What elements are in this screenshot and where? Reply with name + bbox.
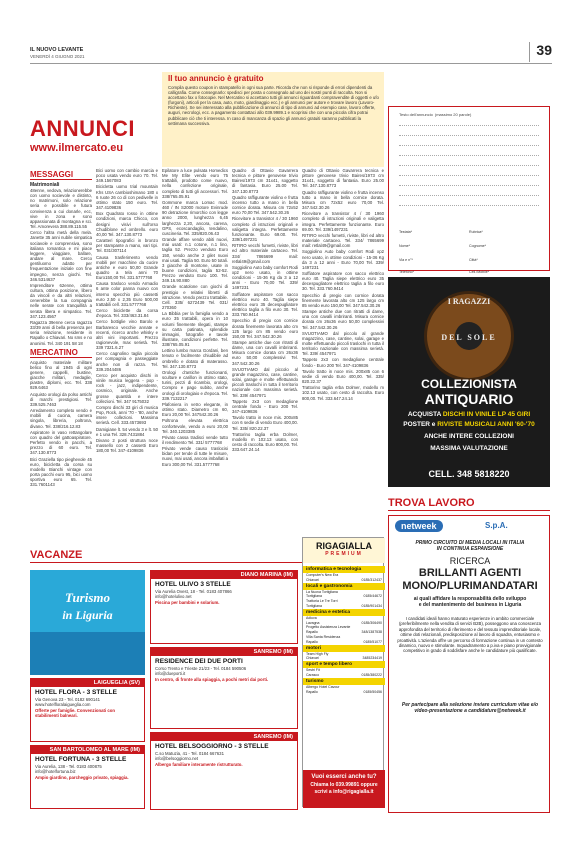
list-item: SVUOTIAMO dal piccolo al grande magazzino, case, cantine, solai, garage e molte effettuando piccoli traslochi in tutta il territorio nazionale con massima serietà. Tel. 339/ 4547971 — [302, 330, 384, 357]
directory-row-name: Team High Fly — [306, 651, 329, 656]
directory-row-phone: 348/1387538 — [361, 630, 382, 635]
directory-row-name: Trattoria Le Tre Torri — [306, 599, 338, 604]
hotel-ad[interactable] — [30, 745, 145, 809]
directory-row-name: Tortigliana — [306, 594, 322, 599]
rigagialla-directory — [302, 537, 384, 807]
list-item: Cerco per acquisto dischi in vinile musica leggera - pop - rock - jazz, indipendente, cosmico, originale. Anche grosse quantità e intere collezioni. Tel. 347 9175032 — [96, 372, 158, 404]
directory-row-name: Carasco — [306, 672, 320, 677]
list-item: Tavolo tratto in noce mis. 200x85 con 6 sedie di vendo Euro 400,00. Tel. 335/ 820.22.37 — [232, 415, 298, 431]
trova-divider — [388, 510, 550, 511]
list-item: RITIRO vecchi fumetti, riviste, libri ed altro materiale cartaceo. Tel. 334/ 7865699 mail: retlal49@gmail.com — [232, 243, 298, 264]
directory-row-name: Sestri Fit — [306, 668, 320, 673]
page-number: 39 — [536, 42, 552, 58]
list-item: Acquisto orologi da polso antichi di marchi prestigiosi. Tel. 339.525.7463 — [30, 391, 92, 407]
ad-line-2 — [388, 421, 550, 428]
netweek-logo: netweek — [395, 520, 443, 532]
list-item: Cerco bottiglie vino Barolo e Barbaresco vecchie annate e recenti, ricerco anche whisky e altri vini importanti. Prezzo ragionevole, max serietà. Tel. 339 7321.6.27 — [96, 319, 158, 351]
vacanze-title: VACANZE — [30, 549, 83, 561]
text-line[interactable] — [399, 125, 539, 126]
list-item: Caratteri tipografici in bronzo per stampante a mano, vari tipi. Tel. 031/307114 — [96, 238, 158, 254]
directory-row-phone: 0185/306490 — [361, 620, 382, 625]
label-rubrica: Rubrica* — [469, 230, 483, 234]
directory-row-name: Rapallo — [306, 639, 318, 644]
hotel-region: SANREMO (IM) — [151, 648, 297, 656]
list-item: 48enne, vedova, relazionerebbe con uomo socievole e distinto, no matrimoni, solo relazione seria e possibile e futura convivenza a cui donarle, ecc, vive in zona e sono appassionata di montagna e sci. Tel. Amorevera 388.89.115.55 — [30, 188, 92, 230]
label-testata: Testata* — [399, 230, 412, 234]
hotel-details: C.so Matuzia, 41 - Tel. 0184 667631 info@belsoggiorno.net — [155, 751, 224, 761]
text-line[interactable] — [399, 145, 539, 146]
tourism-line1: Turismo — [64, 590, 111, 605]
directory-section-heading: turismo — [303, 678, 385, 685]
list-item: Aspiratore in vaso rettangolare con quadro del gattoaspiratore. Perfetto vendo in pacchi, a prezzo di 60 euro. Tel. 347.130.8773 — [30, 429, 92, 456]
hotel-details: Via Aurelia Ovest, 18 - Tel. 0183 407866 info@hotelulivo.net — [155, 589, 232, 599]
list-item: Cerco biciclette da corsa d'epoca. Tel. 333/463.31.84 — [96, 308, 158, 319]
list-item: Tavolo tratto in noce mis. 200x85 con 6 sedie di vendo Euro 400,00. Tel. 335/ 820.22.37 — [302, 368, 384, 385]
column-mercatino-5 — [302, 168, 384, 533]
hotel-details: Via Aurelia, 138 - Tel. 0183 400875 info@hotelfortuna.biz — [35, 764, 102, 774]
coupon-title-text: Testo dell'annuncio — [399, 112, 433, 117]
hotel-name: HOTEL ULIVO 3 STELLE — [155, 581, 231, 588]
collezionista-ad[interactable] — [388, 277, 550, 487]
directory-sections — [303, 566, 385, 694]
list-item: SVUOTIAMO dal piccolo al grande magazzino, case, cantine, solai, garage e molte effettuando piccoli traslochi in tutta il territorio nazionale con massima serietà. Tel. 339/ 4547971 — [232, 366, 298, 398]
list-item: Orologi d'antiche funzionanti, sculture e carillon in ottimo stato, turini, pezzi di ricambio, orologi, Compro e pago subito, anche orologi di orologiaio e d'epoca. Tel. 339.7132217 — [162, 369, 228, 401]
column-messaggi — [30, 168, 92, 548]
footer-line1: Vuoi esserci anche tu? — [311, 774, 377, 780]
list-item: Tappeto 2x3 con medaglione centrale fondo - Euro 200 Tel. 347-4109836 — [232, 398, 298, 415]
netweek-ricerca: RICERCA — [449, 556, 491, 566]
ad-line-1 — [388, 411, 550, 418]
list-item: Imprenditore 62enne, ottima cultura, ottima posizione, libero da vincoli e da altri relazioni, cenerebbe la tua compagnia nelle serate con tranquillità a serata libera e simpatico. Tel. 347.123.4567 — [30, 282, 92, 319]
directory-row-name: La Nuova Tortigliana — [306, 589, 338, 594]
category-heading: MERCATINO — [30, 348, 92, 358]
hotel-details: Via Genova 23 - Tel. 0182 690141 www.hotelfloralaigueglia.com — [35, 697, 101, 707]
list-item: Bicicletta uomo trial mountain Khs USA cambioshimano 180 x 6 ruote 26 co di con pedivelle in ottimo stato 150 euro. Tel. 347.4109836 — [96, 184, 158, 211]
directory-row-phone: 0185/901434 — [361, 603, 382, 608]
label-cell: Cell./Mobile* — [469, 270, 490, 274]
text-line[interactable] — [399, 195, 539, 196]
list-item: Quadro di Ottavio Gavarrera tecnica e pittore genovese trivio Baires/1973 cm 31x41, soggetto di fantasia. Euro 25.00 Tel. 347.130.8773 — [302, 168, 384, 189]
list-item: Specchio di pregio con cornice dorata finemente lavorata alto cm 125 largo cm 85 vendo euro 150,00 Tel. 347.542.30.26 — [232, 318, 298, 339]
footer-line3: scrivi a info@rigagialla.it — [314, 789, 374, 795]
directory-section-heading: informatica e tecnologia — [303, 566, 385, 573]
label-citta: Città* — [469, 258, 478, 262]
ad-headline-1: COLLEZIONISTA — [421, 377, 517, 391]
list-item: Ragazza 39enne cerca ragazza 33/39 anni di bella presenza per seria relazione, residente in Rapallo o Chiavari. No sms e no anonimi. Tel. 340 191 58 18 — [30, 319, 92, 346]
directory-row-phone: 0185/312437 — [361, 577, 382, 582]
list-item: Privato vende causo traslocisi bidan per tende di tutte le misure, nuovi, mai usati, ancora imballati a Euro 300,00 Tel. 331.5777768 — [162, 446, 228, 467]
ad-coupon — [388, 106, 550, 274]
list-item: Soggiolino Auto baby comfort Rodi xp2 nero usato, in ottime condizioni - 15-36 Kg da 3 a 12 anni - Euro 70,00 Tel. 339/ 1497231 — [302, 249, 384, 270]
list-item: Privato cassa tradisci vende tutto il rendimento Tel. 331/ 5777768 — [162, 434, 228, 445]
text-line[interactable] — [399, 185, 539, 186]
ad-line-3: ANCHE INTERE COLLEZIONI — [424, 433, 514, 440]
directory-row-name: Progetto Assistenza Levante — [306, 625, 351, 630]
label-via: Via e n°* — [399, 258, 413, 262]
hotel-ad[interactable] — [150, 570, 298, 644]
ad-line-4: MASSIMA VALUTAZIONE — [430, 445, 508, 452]
directory-row-name: Albergo Hotel Cavour — [306, 684, 340, 689]
rigagialla-logo-text: RIGAGIALLA — [316, 541, 372, 551]
list-item: Cerco cagnolino taglia piccola per compagnia e passeggiate anche non di razza. Tel. 339.2044486 — [96, 351, 158, 372]
hotel-name: HOTEL FORTUNA - 3 STELLE — [35, 756, 127, 763]
hotel-name: RESIDENCE DEI DUE PORTI — [155, 658, 243, 665]
section-title: ANNUNCI — [30, 116, 135, 141]
subcategory-heading: Matrimoniali — [30, 182, 60, 188]
netweek-body: I candidati ideali hanno maturato esperienze in ambito commerciale (preferibilmente nella vendita di servizi B2B), posseggono una conoscenza approfondita del territorio di riferimento e del tessuto imprenditoriale locale, ottime doti relazionali, predisposizione al lavoro di squadra, entusiasmo e proattività. L'azienda offre un percorso di formazione continua in un contesto dinamico, nuovo e stimolante. Inquadramento a p.iva e piano provvigionale competitivo in grado di soddisfare anche le candidature più qualificate. — [397, 616, 543, 654]
publication-date: VENERDÌ 4 GIUGNO 2021 — [30, 54, 85, 59]
rigagialla-logo-sub: PREMIUM — [325, 551, 363, 557]
hotel-details: Corso Trento e Trieste 21/23 - Tel. 0184 590506 info@dueporti.it — [155, 666, 247, 676]
category-heading: MESSAGGI — [30, 170, 92, 180]
list-item: Trattorino taglia erba Dolmer, modello m 102.13 usato, con cesto di raccolta. Euro 800,00. Tel. 333.647.24.14 — [302, 385, 384, 401]
list-item: Quadro raffigurante violino e frutta incenso tutto a mano in bella cornice dorata. Misura cm 72x52 euro 70,00 Tel. 347.542.30.26 — [232, 194, 298, 216]
label-telefono: Telefono* — [399, 270, 414, 274]
publication-name: IL NUOVO LEVANTE — [30, 47, 84, 53]
directory-row-name: Chiavari — [306, 656, 319, 661]
text-line[interactable] — [399, 155, 539, 156]
hotel-region: SAN BARTOLOMEO AL MARE (IM) — [31, 746, 144, 754]
text-line[interactable] — [399, 165, 539, 166]
directory-row-phone: 0185/44672 — [363, 594, 382, 599]
list-item: Soffiatore aspiratore con sacco elettrico euro 40. Taglia siepe elettrico euro 35 decespugliatore elettrico taglia a filo euro 30. Tel. 333.760.9414 — [232, 291, 298, 318]
list-item: Bici uomo con cambio marcia e poco usata vendo euro 70. Tel. 349.1567083 — [96, 168, 158, 184]
label-cognome: Cognome* — [469, 244, 486, 248]
list-item: Compro dischi 33 giri di musica Pop, Rock, anni '70 - '80, anche intere collezioni. Massima serietà. Cell. 333.4573693 — [96, 404, 158, 426]
directory-row-phone: 3485234419 — [362, 656, 382, 661]
coupon-hint: (massimo 20 parole) — [434, 112, 472, 117]
list-item: Grande scatolone con giochi di prestigio e relativi libretti di istruzione. Vendo prezzo trattabile. Cell. 335/ 6272439 Tel. 031/ 270360 — [162, 284, 228, 311]
coupon-title — [399, 111, 471, 118]
hotel-ad[interactable] — [150, 732, 298, 810]
directory-section-heading: motori — [303, 645, 385, 652]
hotel-rate: Ampio giardino, parcheggio privato, spiaggia. — [35, 775, 129, 780]
directory-row-name: Chiavari — [306, 577, 319, 582]
text-line[interactable] — [399, 205, 539, 206]
directory-row-name: Lavagna — [306, 620, 320, 625]
directory-row-phone: 0185/51077 — [363, 639, 382, 644]
ad-line-2b: RIVISTE MUSICALI ANNI '60-'70 — [437, 421, 535, 428]
hotel-region: SANREMO (IM) — [151, 733, 297, 741]
band-name-bottom: DEL SOLE — [441, 333, 497, 342]
list-item: Arredamento completo vendo e mobili di cucina, camera singola, libreria, poltrona, divano. Tel. 338/216.12.83 — [30, 408, 92, 429]
trova-lavoro-title: TROVA LAVORO — [388, 497, 475, 509]
text-line[interactable] — [399, 175, 539, 176]
directory-row[interactable] — [303, 690, 385, 695]
directory-row-phone: 0185/50456 — [363, 689, 382, 694]
list-item: Causa trasloco vendo Armadio 6 ante color panna nuovo con interno specchio più cassetti euro 2,50 x 2,35 Euro 500,00 trattabili cell. 331.5777768 — [96, 281, 158, 307]
ad-line-1b: DISCHI IN VINILE LP 45 GIRI — [442, 411, 531, 418]
list-item: Box Quadrato rosso in ottime condizioni, marca Chicco, con designi visivi sull'orso Chudiblone ed ombrello. euro 40,00 Tel. 347.130.8773 — [96, 211, 158, 237]
header-divider — [529, 42, 530, 62]
list-item: Soggiolino Auto baby comfort Rodi xp2 nero usato, in ottime condizioni - 15-36 Kg da 3 a 12 anni - Euro 70,00 Tel. 339/ 1497231 — [232, 264, 298, 291]
band-name-top: I RAGAZZI — [447, 297, 491, 306]
rigagialla-footer[interactable] — [303, 770, 385, 808]
list-item: Ricevitore a transistor 4 / 30 1960 completo di istruzioni originali e valigetta integra. Perfettamente funzionante. Euro 69.00. Tel. 339/1497231 — [302, 211, 384, 232]
netweek-tagline: PRIMO CIRCUITO DI MEDIA LOCALI IN ITALIA IN CONTINUA ESPANSIONE — [415, 540, 525, 552]
notice-title: Il tuo annuncio è gratuito — [168, 74, 264, 83]
site-link[interactable]: www.ilmercato.eu — [30, 142, 124, 154]
directory-row-name: Computer's New Era — [306, 573, 339, 577]
hotel-name: HOTEL FLORA - 3 STELLE — [35, 689, 117, 696]
tourism-line2: in Liguria — [62, 608, 113, 622]
list-item: RITIRO vecchi fumetti, riviste, libri ed altro materiale cartaceo. Tel. 334/ 7865699 mail: retlal49@gmail.com — [302, 232, 384, 249]
directory-section-heading: locali e gastronomia — [303, 583, 385, 590]
list-item: Bici Graziella tipo pieghevole 45 euro, bicicletta da corsa su modello Bianchi vintage con porta pacchi euro 95, bici uomo sportiva euro 65. Tel. 331.7601143 — [30, 456, 92, 488]
directory-row-name: Rapallo — [306, 630, 318, 635]
sea-image — [30, 632, 145, 675]
list-item: Plafoniera in vetro elegante, in ottimo stato. Diametro cm 60, Euro 20,00 Tel. 347542.30.26 — [162, 401, 228, 418]
list-item: Ricevitore a transistor 4 / 30 1960 completo di istruzioni originali e valigetta integra. Perfettamente funzionante. Euro 69.00. Tel. 339/1497231 — [232, 216, 298, 243]
hotel-region: LAIGUEGLIA (SV) — [31, 679, 144, 687]
ad-line-1a: ACQUISTA — [407, 411, 443, 418]
directory-section-heading: medicina e estetica — [303, 609, 385, 616]
list-item: Quadro raffigurante violino e frutta incenso tutto a mano in bella cornice dorata. Misura cm 72x52 euro 70,00 Tel. 347.542.30.26 — [302, 189, 384, 211]
directory-row-name: Rapallo — [306, 689, 318, 694]
netweek-cta: Per partecipare alla selezione inviare curriculum vitae e/o video-presentazione a candidature@netweek.it — [401, 702, 539, 714]
netweek-subhead: ai quali affidare la responsabilità dello sviluppo e del mantenimento del business in Liguria — [413, 596, 527, 608]
hotel-ad[interactable] — [30, 678, 145, 742]
tourism-banner — [30, 570, 145, 675]
hotel-region: DIANO MARINA (IM) — [151, 571, 297, 579]
directory-row-name: Tortigliana — [306, 603, 322, 608]
list-item: La Bibbia per la famiglia vendo a euro 35 trattabili, opera in 10 volumi finemente rilegati, stampe su carta patinata, splendide immagini, fotografie e tavole illustrate, condizioni perfette. Tel. 338/765.05.91 — [162, 311, 228, 348]
directory-row-name: Adiuva — [306, 615, 317, 620]
ad-headline-2: ANTIQUARIO — [424, 391, 514, 407]
notice-body: Compila questo coupon in stampatello in ogni sua parte. Ricorda che non si risponde di errori dipendenti da calligrafia. Come consegnarlo: spedisci per posta o consegnalo ad uno dei nostri punti di raccolta. Non si accettano fax o fotocopie. Nel Mercatino si accettano tutti gli annunci riguardanti compravendite di oggetti e ufo (furgoni), articoli per la casa, auto, moto, giardinaggio ecc.) e gli annunci per autore e trovare lavoro (Lavoro-Richieste). Se sei interessato alla pubblicazione di annunci di tipo di annunci ad esempio case, lavoro offerte, auguri, necrologi, ecc. a pagamento contattaci allo 039.9989.1 e scoprirai che con una piccola cifra potrai pubblicare ciò che ti interessa. In caso di mancanza di spazio gli annunci gratuiti saranno pubblicati la settimana successiva. — [168, 85, 379, 126]
text-line[interactable] — [399, 135, 539, 136]
rigagialla-logo — [303, 538, 385, 563]
list-item: Damigiane lt. 54 vendo 3 e lt. 50 e 1 una Tel. 328.7431884 — [96, 426, 158, 437]
hotel-name: HOTEL BELSOGGIORNO - 3 STELLE — [155, 743, 269, 750]
list-item: Specchio di pregio con cornice dorata finemente lavorata alto cm 125 largo cm 85 vendo euro 150,00 Tel. 347.542.30.26 — [302, 292, 384, 308]
ad-line-2a: POSTER e — [403, 421, 438, 428]
list-item: Grande affare vendo abiti nuovi, mai usati: n.1 cotone, n.1 lino, taglia 52. Prezzo venduto Euro 150, vendo anche 2 gilet nuovi mai usati. Taglia 50. Euro 50 totali. 3 giacche di montone, usate in buone condizioni, taglia 52-52. Prezzo venduto Euro 100. Tel. 349.16.90.880 — [162, 237, 228, 284]
label-nome: Nome* — [399, 244, 410, 248]
list-item: Lettino lumbo marca Gordani, ben tenuto e facilmente chiudibile ad ombrello e dotato di materasso. Tel. 347.130.8773 — [162, 348, 228, 369]
list-item: Trattorino taglia erba Dolmer, modello m 102.13 usato, con cesto di raccolta. Euro 800,00. Tel. 333.647.24.14 — [232, 431, 298, 453]
list-item: Stampe antiche due con ritratti di dame, una con cavalli imbriranti. Misura cornice dorata cm 26x36 euro 50,00 complessivi Tel. 347.542.30.26 — [302, 309, 384, 330]
column-mercatino-2 — [96, 168, 158, 548]
list-item: Epilatore a luce pulsata Homedics Me My Elite vendo euro 75 trattabili, prodotto come nuovo, nella confezione originale, completo di tutti gli accessori. Tel. 338/765.05.91 — [162, 168, 228, 199]
hotel-rate: Piscina per bambini e solarium. — [155, 600, 220, 605]
footer-line2: Chiama lo 039.99891 oppure — [310, 782, 378, 788]
list-item: Cerco l'altra metà della mela. Janette 35 anni nubile simpatica sociavole e comprensiva, sono italiana romantica e mi piace leggere, viaggiare, ballare, andare al mare. Cerco gentiluomo adatto per frequentazione iniziale con fine impegno, senza giochi. Tel. 346.5314637 — [30, 230, 92, 282]
ad-cell: CELL. 348 5818220 — [428, 469, 510, 479]
column-mercatino-3 — [162, 168, 228, 538]
netweek-ad[interactable] — [388, 515, 550, 813]
list-item: Tappeto 2x3 con medaglione centrale fondo - Euro 200 Tel. 347-4109836 — [302, 357, 384, 368]
list-item: Soffiatore aspiratore con sacco elettrico euro 40. Taglia siepe elettrico euro 35 decespugliatore elettrico taglia a filo euro 30. Tel. 333.760.9414 — [302, 270, 384, 292]
directory-section-heading: sport e tempo libero — [303, 661, 385, 668]
hotel-rate: Albergo familiare interamente ristrutturato. — [155, 762, 243, 767]
free-ad-notice — [162, 72, 384, 167]
page-header — [30, 40, 552, 64]
netweek-headline: BRILLANTI AGENTI MONO/PLURIMANDATARI — [402, 567, 538, 592]
list-item: Acquisto materiale militare belico fino al 1945 di ogni genere, cappelli, bustine, giacche militari, medaglie, piastre, diplomi, ecc. Tel. 338 929.6463 — [30, 359, 92, 391]
list-item: Gommone marca Lomac mod. 460 / IN S2000 motore Evinrude 90 detrazione rimorchio con legge anno 2000, lunghezza 6,45 larghezza 2,20, ancora, carena, GPS, ecoscandaglio, tendalino, cuscineria. Tel. 335/820.06.43 — [162, 199, 228, 236]
list-item: Causa trasferimento vendo mobili per macchine da cucire antiche e euro 50,00 Grande quadro a tela anni 70 Euro150,00 Tel. 331.5777768 — [96, 254, 158, 281]
column-mercatino-4 — [232, 168, 298, 538]
hotel-ad[interactable] — [150, 647, 298, 729]
directory-row-phone: 0185/380222 — [361, 672, 382, 677]
hotel-rate: Offerte per famiglie. Convenzionati con stabilimenti balneari. — [35, 708, 115, 718]
list-item: Quadro di Ottavio Gavarrera tecnica e pittore genovese trivio Baires/1973 cm 31x41, soggetto di fantasia. Euro 25.00 Tel. 347.130.8773 — [232, 168, 298, 194]
list-item: Poltrona elevata elettrica confortevole, vendo a euro 20,00 Tel. 340.1203385 — [162, 418, 228, 434]
list-item: Stampe antiche due con ritratti di dame, una con cavalli imbriranti. Misura cornice dorata cm 26x36 euro 50,00 complessivi Tel. 347.542.30.26 — [232, 340, 298, 366]
list-item: Divano 2 posti struttura noce massello con 2 cassetti Euro 180,00 Tel. 347-4109836 — [96, 437, 158, 454]
directory-row-name: Villa Santa Residenza — [306, 634, 341, 639]
hotel-rate: In centro, di fronte alla spiaggia, a pochi metri dai porti. — [155, 677, 269, 682]
netweek-spa: S.p.A. — [485, 521, 508, 530]
